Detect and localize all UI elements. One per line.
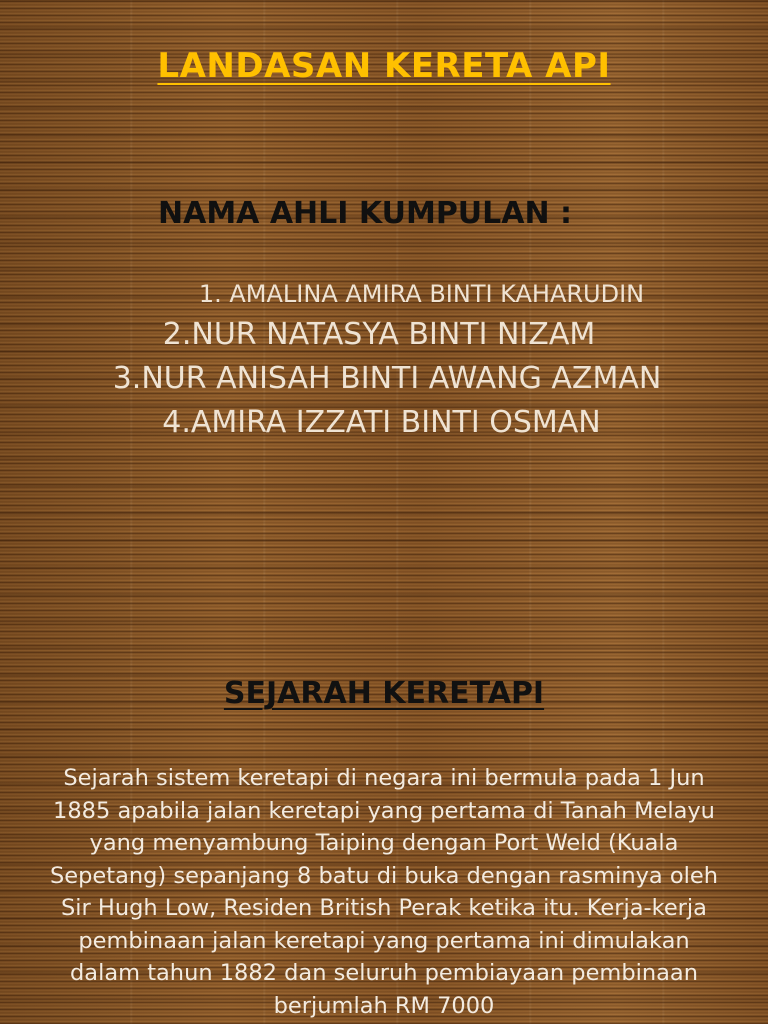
member-item: 4.AMIRA IZZATI BINTI OSMAN [162,405,601,440]
title-text: LANDASAN KERETA API [157,46,611,86]
history-heading [0,676,768,711]
slide-title-heading [0,46,768,86]
member-list [0,276,768,446]
slide-history [0,512,768,1024]
history-paragraph: Sejarah sistem keretapi di negara ini bermula pada 1 Jun 1885 apabila jalan keretapi yang pertama di Tanah Melayu yang menyambung Taiping dengan Port Weld (Kuala Sepetang) sepanjang 8 batu di buka dengan rasminya oleh Sir Hugh Low, Residen British Perak ketika itu. Kerja-kerja pembinaan jalan keretapi yang pertama ini dimulakan dalam tahun 1882 dan seluruh pembiayaan pembinaan berjumlah RM 7000 [50,765,718,1019]
group-members-heading: NAMA AHLI KUMPULAN : [158,196,573,231]
history-heading-text: SEJARAH KERETAPI [223,676,545,711]
member-item: 2.NUR NATASYA BINTI NIZAM [162,317,596,352]
member-item: 1. AMALINA AMIRA BINTI KAHARUDIN [198,280,645,308]
member-item: 3.NUR ANISAH BINTI AWANG AZMAN [112,361,662,396]
